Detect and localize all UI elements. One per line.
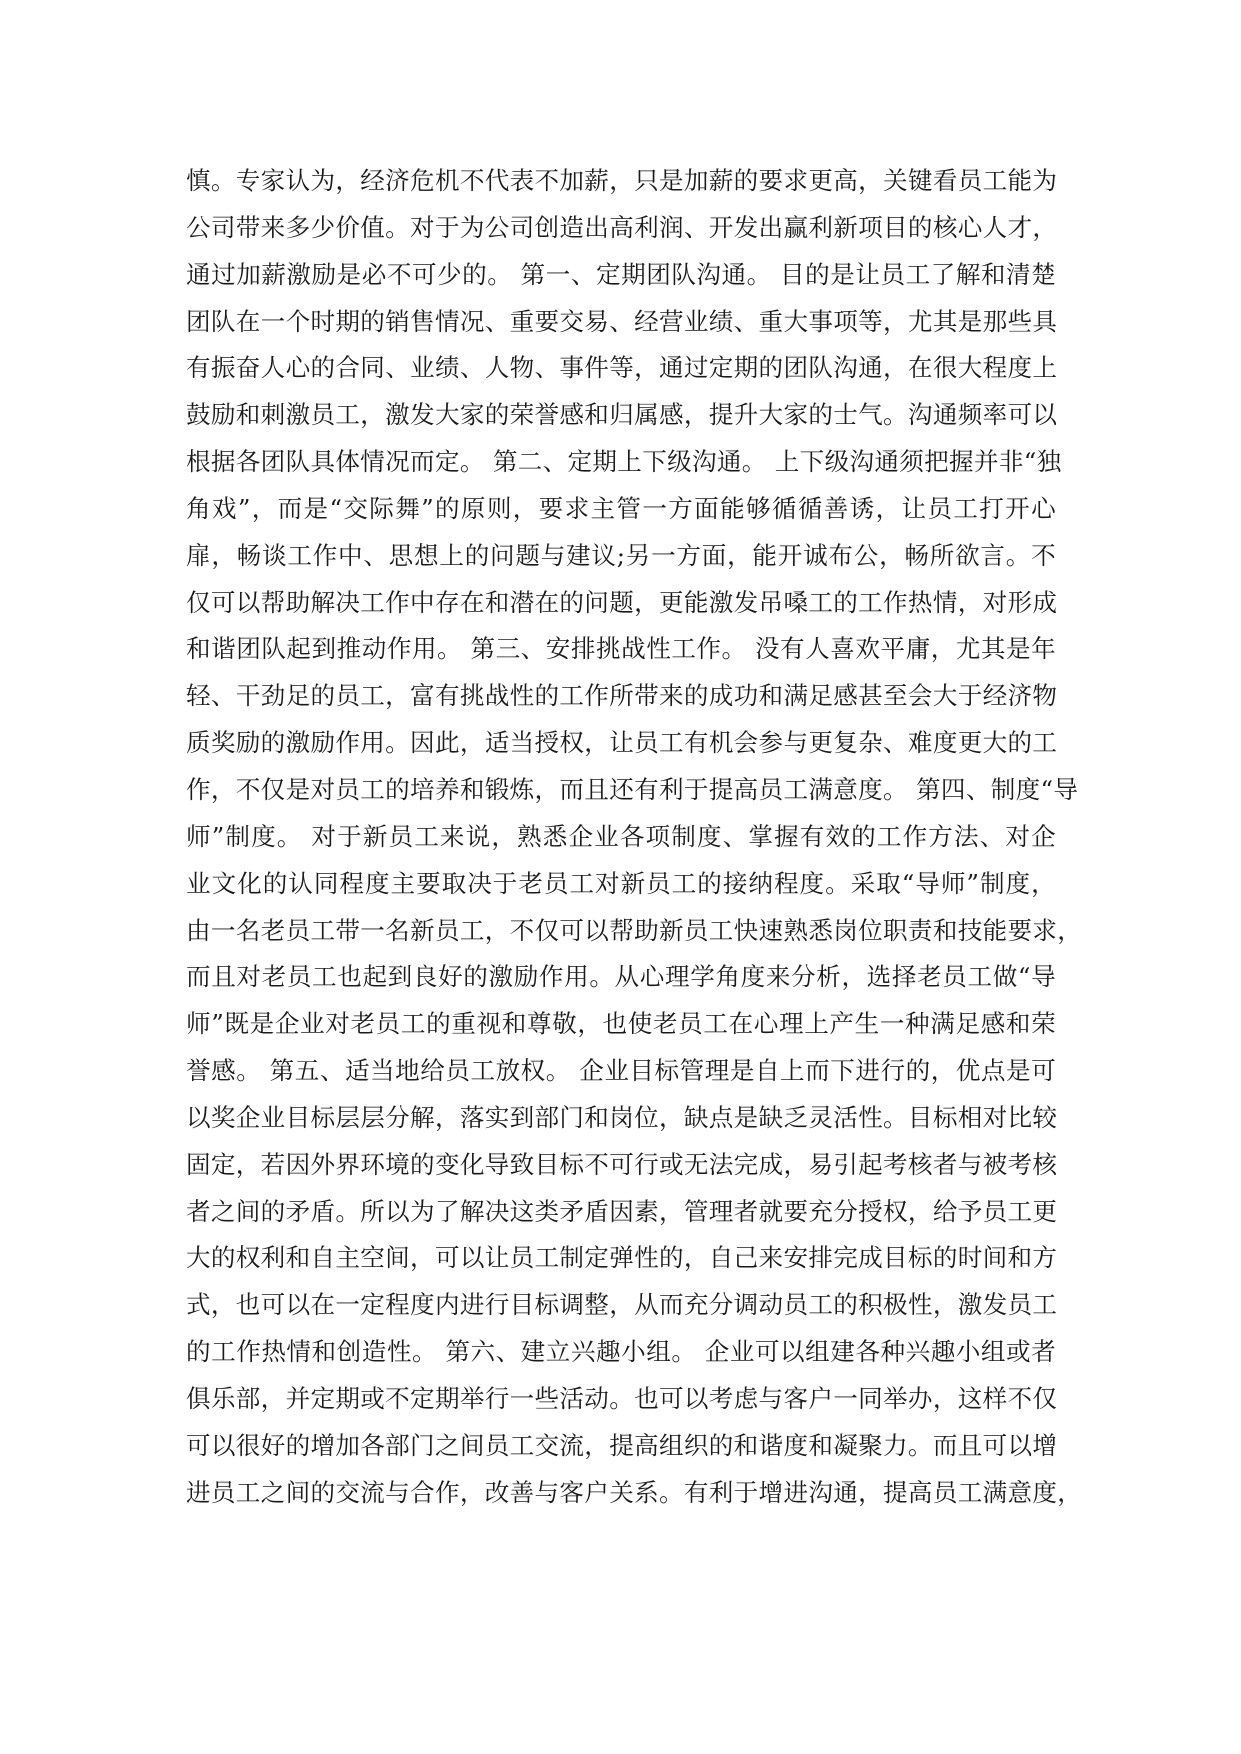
text-line: 由一名老员工带一名新员工，不仅可以帮助新员工快速熟悉岗位职责和技能要求，	[186, 915, 1083, 945]
text-line: 师”既是企业对老员工的重视和尊敬，也使老员工在心理上产生一种满足感和荣	[186, 1009, 1056, 1039]
text-line: 质奖励的激励作用。因此，适当授权，让员工有机会参与更复杂、难度更大的工	[186, 728, 1058, 758]
text-line: 大的权利和自主空间，可以让员工制定弹性的，自己来安排完成目标的时间和方	[186, 1243, 1058, 1273]
text-line: 慎。专家认为，经济危机不代表不加薪，只是加薪的要求更高，关键看员工能为	[186, 166, 1058, 195]
text-line: 的工作热情和创造性。 第六、建立兴趣小组。 企业可以组建各种兴趣小组或者	[186, 1337, 1056, 1367]
text-line: 扉，畅谈工作中、思想上的问题与建议;另一方面，能开诚布公，畅所欲言。不	[186, 540, 1056, 570]
text-line: 仅可以帮助解决工作中存在和潜在的问题，更能激发吊嗓工的工作热情，对形成	[186, 587, 1058, 617]
text-line: 角戏”，而是“交际舞”的原则，要求主管一方面能够循循善诱，让员工打开心	[186, 493, 1056, 523]
text-line: 鼓励和刺激员工，激发大家的荣誉感和归属感，提升大家的士气。沟通频率可以	[186, 400, 1058, 430]
text-line: 通过加薪激励是必不可少的。 第一、定期团队沟通。 目的是让员工了解和清楚	[186, 259, 1056, 289]
text-line: 誉感。 第五、适当地给员工放权。 企业目标管理是自上而下进行的，优点是可	[186, 1056, 1056, 1086]
text-line: 根据各团队具体情况而定。 第二、定期上下级沟通。 上下级沟通须把握并非“独	[186, 447, 1062, 477]
body-text	[186, 158, 1083, 1516]
text-line: 团队在一个时期的销售情况、重要交易、经营业绩、重大事项等，尤其是那些具	[186, 306, 1058, 336]
text-line: 业文化的认同程度主要取决于老员工对新员工的接纳程度。采取“导师”制度，	[186, 868, 1056, 898]
text-line: 可以很好的增加各部门之间员工交流，提高组织的和谐度和凝聚力。而且可以增	[186, 1430, 1058, 1460]
text-line: 而且对老员工也起到良好的激励作用。从心理学角度来分析，选择老员工做“导	[186, 962, 1056, 992]
text-line: 作，不仅是对员工的培养和锻炼，而且还有利于提高员工满意度。 第四、制度“导	[186, 774, 1079, 804]
text-line: 式，也可以在一定程度内进行目标调整，从而充分调动员工的积极性，激发员工	[186, 1290, 1058, 1320]
text-line: 者之间的矛盾。所以为了解决这类矛盾因素，管理者就要充分授权，给予员工更	[186, 1196, 1058, 1226]
text-line: 公司带来多少价值。对于为公司创造出高利润、开发出赢利新项目的核心人才，	[186, 212, 1058, 242]
text-line: 进员工之间的交流与合作，改善与客户关系。有利于增进沟通，提高员工满意度，	[186, 1477, 1083, 1507]
text-line: 和谐团队起到推动作用。 第三、安排挑战性工作。 没有人喜欢平庸，尤其是年	[186, 634, 1056, 664]
text-line: 以奖企业目标层层分解，落实到部门和岗位，缺点是缺乏灵活性。目标相对比较	[186, 1102, 1058, 1132]
text-line: 固定，若因外界环境的变化导致目标不可行或无法完成，易引起考核者与被考核	[186, 1149, 1058, 1179]
text-line: 轻、干劲足的员工，富有挑战性的工作所带来的成功和满足感甚至会大于经济物	[186, 681, 1058, 711]
text-line: 师”制度。 对于新员工来说，熟悉企业各项制度、掌握有效的工作方法、对企	[186, 821, 1056, 851]
text-line: 有振奋人心的合同、业绩、人物、事件等，通过定期的团队沟通，在很大程度上	[186, 353, 1058, 383]
text-line: 俱乐部，并定期或不定期举行一些活动。也可以考虑与客户一同举办，这样不仅	[186, 1383, 1058, 1413]
